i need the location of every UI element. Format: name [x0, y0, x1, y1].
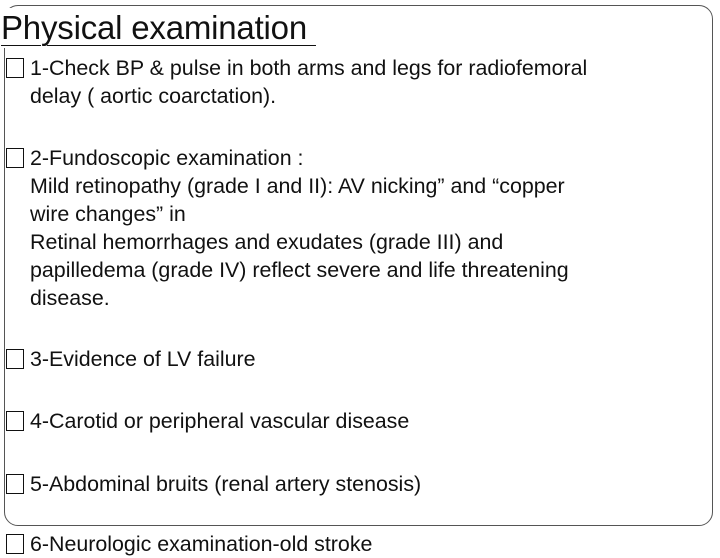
bullet-item-5: [6, 470, 711, 498]
bullet-box-icon: [6, 534, 24, 554]
bullet-box-icon: [6, 474, 24, 494]
bullet-text-line: papilledema (grade IV) reflect severe and life threatening: [30, 258, 569, 282]
bullet-item-6: [6, 530, 711, 558]
bullet-item-3: [6, 345, 711, 373]
bullet-text-line: 5-Abdominal bruits (renal artery stenosis): [30, 472, 422, 496]
slide-title: Physical examination: [1, 8, 328, 48]
bullet-item-4: [6, 407, 711, 435]
bullet-box-icon: [6, 349, 24, 369]
bullet-box-icon: [6, 58, 24, 78]
bullet-box-icon: [6, 411, 24, 431]
bullet-text-line: 3-Evidence of LV failure: [30, 347, 256, 371]
bullet-text-line: Retinal hemorrhages and exudates (grade III) and: [30, 230, 504, 254]
bullet-text-line: Mild retinopathy (grade I and II): AV nicking” and “copper: [30, 174, 565, 198]
bullet-text-line: delay ( aortic coarctation).: [30, 84, 277, 108]
bullet-text-line: disease.: [30, 286, 110, 310]
bullet-text-line: 2-Fundoscopic examination :: [30, 146, 304, 170]
bullet-text-line: 1-Check BP & pulse in both arms and legs for radiofemoral: [30, 56, 588, 80]
bullet-text-line: 4-Carotid or peripheral vascular disease: [30, 409, 410, 433]
bullet-item-2: [6, 144, 711, 312]
bullet-box-icon: [6, 148, 24, 168]
bullet-text-line: wire changes” in: [30, 202, 186, 226]
bullet-text-line: 6-Neurologic examination-old stroke: [30, 532, 373, 556]
bullet-item-1: [6, 54, 711, 110]
